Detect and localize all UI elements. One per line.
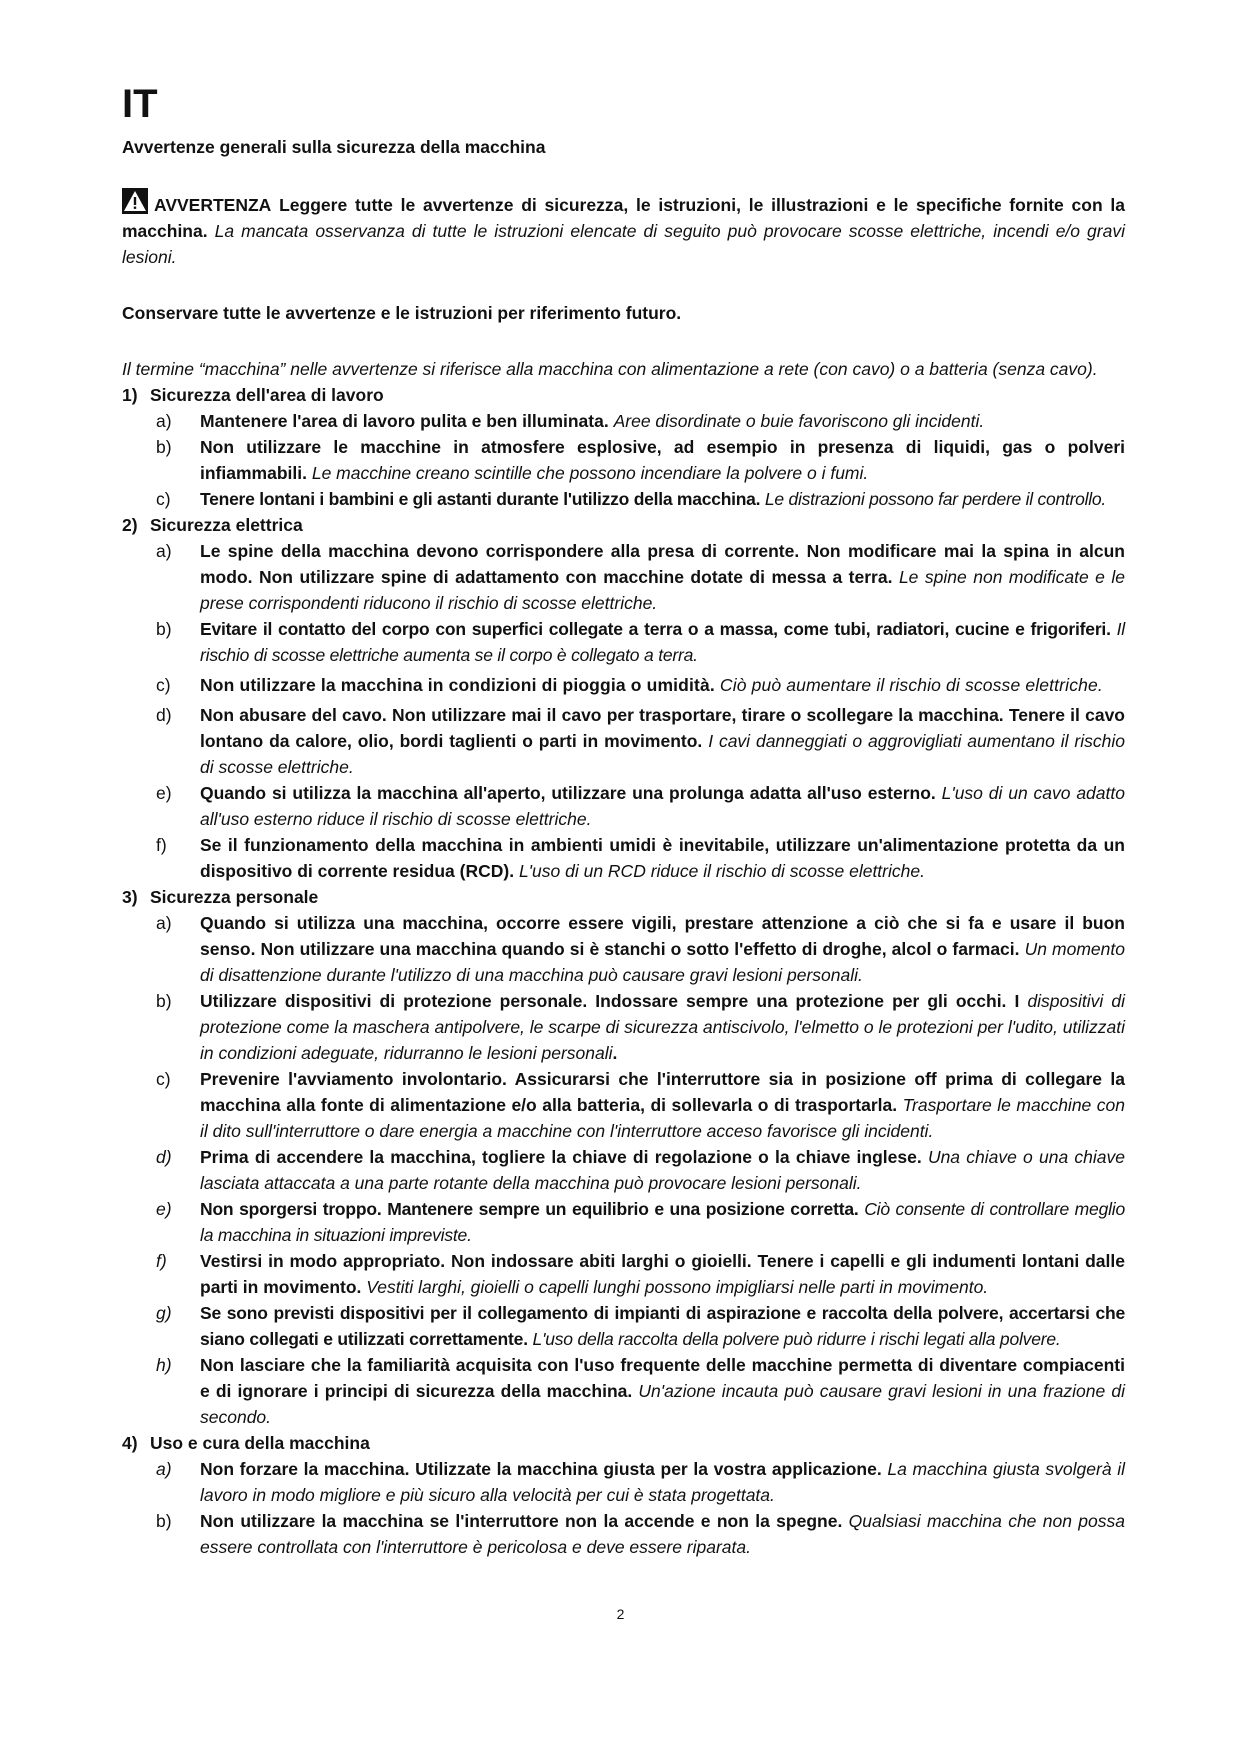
item-label: c) (156, 1069, 171, 1089)
warning-italic-text: La mancata osservanza di tutte le istruzioni elencate di seguito può provocare scosse elettriche, incendi e/o gravi lesioni. (122, 221, 1125, 267)
list-item (122, 434, 1125, 486)
section-heading (122, 382, 1125, 408)
item-label: g) (156, 1303, 172, 1323)
item-label: a) (156, 913, 172, 933)
item-bold-text: Mantenere l'area di lavoro pulita e ben illuminata. (200, 411, 609, 431)
page-number: 2 (616, 1606, 625, 1622)
list-item (122, 1352, 1125, 1430)
section-number: 2) (122, 515, 138, 535)
item-bold-text: Utilizzare dispositivi di protezione personale. Indossare sempre una protezione per gli occhi. I (200, 991, 1020, 1011)
item-label: b) (156, 991, 172, 1011)
item-label: h) (156, 1355, 172, 1375)
section-heading (122, 884, 1125, 910)
item-bold-text: Non lasciare che la familiarità acquisita con l'uso frequente delle macchine permetta di diventare compiacenti e di ignorare i principi di sicurezza della macchina. (200, 1355, 1125, 1401)
list-item (122, 408, 1125, 434)
list-item (122, 1456, 1125, 1508)
language-code: IT (122, 82, 158, 126)
section-title: Sicurezza personale (150, 887, 319, 907)
item-italic-text: Un momento di disattenzione durante l'utilizzo di una macchina può causare gravi lesioni personali. (200, 939, 1125, 985)
section-title: Sicurezza dell'area di lavoro (150, 385, 384, 405)
item-bold-text: Prevenire l'avviamento involontario. Assicurarsi che l'interruttore sia in posizione off prima di collegare la macchina alla fonte di alimentazione e/o alla batteria, di sollevarla o di trasportarla. (200, 1069, 1125, 1115)
item-italic-text: Ciò può aumentare il rischio di scosse elettriche. (719, 675, 1103, 695)
item-italic-text: Le distrazioni possono far perdere il controllo. (764, 489, 1107, 509)
item-bold-text: Prima di accendere la macchina, togliere la chiave di regolazione o la chiave inglese. (200, 1147, 922, 1167)
item-label: d) (156, 705, 172, 725)
item-bold-text: Non utilizzare la macchina in condizioni di pioggia o umidità. (200, 675, 715, 695)
list-item (122, 910, 1125, 988)
section-heading (122, 512, 1125, 538)
warning-triangle-icon (122, 188, 148, 214)
item-italic-text: Ciò consente di controllare meglio la macchina in situazioni impreviste. (200, 1199, 1126, 1245)
list-item (122, 538, 1125, 616)
list-item (122, 1196, 1125, 1248)
item-label: a) (156, 541, 172, 561)
section-number: 3) (122, 887, 138, 907)
item-bold-text: Non forzare la macchina. Utilizzate la macchina giusta per la vostra applicazione. (200, 1459, 882, 1479)
item-italic-text: La macchina giusta svolgerà il lavoro in modo migliore e più sicuro alla velocità per cui è stata progettata. (200, 1459, 1125, 1505)
item-label: c) (156, 675, 171, 695)
item-italic-text: dispositivi di protezione come la maschera antipolvere, le scarpe di sicurezza antiscivolo, l'elmetto o le protezioni per l'udito, utilizzati in condizioni adeguate, ridurranno le lesioni personali (200, 991, 1125, 1063)
term-note: Il termine “macchina” nelle avvertenze si riferisce alla macchina con alimentazione a rete (con cavo) o a batteria (senza cavo). (122, 359, 1098, 379)
list-item (122, 1248, 1125, 1300)
section-number: 1) (122, 385, 138, 405)
warning-paragraph (122, 188, 1125, 270)
item-italic-text: Il rischio di scosse elettriche aumenta se il corpo è collegato a terra. (200, 619, 1125, 665)
item-tail-text: . (612, 1043, 618, 1063)
item-bold-text: Non utilizzare la macchina se l'interruttore non la accende e non la spegne. (200, 1511, 843, 1531)
item-label: f) (156, 835, 167, 855)
item-bold-text: Non utilizzare le macchine in atmosfere esplosive, ad esempio in presenza di liquidi, gas o polveri infiammabili. (200, 437, 1125, 483)
item-italic-text: Le spine non modificate e le prese corrispondenti riducono il rischio di scosse elettriche. (200, 567, 1126, 613)
item-label: e) (156, 783, 172, 803)
item-label: b) (156, 619, 172, 639)
item-label: e) (156, 1199, 172, 1219)
section-number: 4) (122, 1433, 138, 1453)
item-label: b) (156, 437, 172, 457)
item-label: a) (156, 1459, 172, 1479)
list-item (122, 1300, 1125, 1352)
item-italic-text: Una chiave o una chiave lasciata attaccata a una parte rotante della macchina può provocare lesioni personali. (200, 1147, 1125, 1193)
item-label: c) (156, 489, 171, 509)
item-bold-text: Se il funzionamento della macchina in ambienti umidi è inevitabile, utilizzare un'alimentazione protetta da un dispositivo di corrente residua (RCD). (200, 835, 1125, 881)
list-item (122, 988, 1125, 1066)
item-label: f) (156, 1251, 167, 1271)
item-italic-text: L'uso di un cavo adatto all'uso esterno riduce il rischio di scosse elettriche. (200, 783, 1125, 829)
item-italic-text: Un'azione incauta può causare gravi lesioni in una frazione di secondo. (200, 1381, 1125, 1427)
list-item (122, 702, 1125, 780)
item-bold-text: Non sporgersi troppo. Mantenere sempre un equilibrio e una posizione corretta. (200, 1199, 859, 1219)
list-item (122, 1144, 1125, 1196)
item-label: b) (156, 1511, 172, 1531)
list-item (122, 672, 1125, 698)
item-italic-text: Aree disordinate o buie favoriscono gli incidenti. (613, 411, 985, 431)
warning-label: AVVERTENZA (154, 195, 272, 215)
item-italic-text: L'uso della raccolta della polvere può ridurre i rischi legati alla polvere. (532, 1329, 1061, 1349)
item-bold-text: Le spine della macchina devono corrispondere alla presa di corrente. Non modificare mai la spina in alcun modo. Non utilizzare spine di adattamento con macchine dotate di messa a terra. (200, 541, 1125, 587)
item-bold-text: Vestirsi in modo appropriato. Non indossare abiti larghi o gioielli. Tenere i capelli e gli indumenti lontani dalle parti in movimento. (200, 1251, 1125, 1297)
warning-bold-text: Leggere tutte le avvertenze di sicurezza, le istruzioni, le illustrazioni e le specifiche fornite con la macchina. (122, 195, 1125, 241)
item-italic-text: Qualsiasi macchina che non possa essere controllata con l'interruttore è pericolosa e deve essere riparata. (200, 1511, 1125, 1557)
item-italic-text: L'uso di un RCD riduce il rischio di scosse elettriche. (518, 861, 925, 881)
page-content (122, 82, 1125, 1560)
item-label: a) (156, 411, 172, 431)
item-label: d) (156, 1147, 172, 1167)
item-bold-text: Evitare il contatto del corpo con superfici collegate a terra o a massa, come tubi, radiatori, cucine e frigoriferi. (200, 619, 1111, 639)
section-title: Uso e cura della macchina (150, 1433, 370, 1453)
item-bold-text: Non abusare del cavo. Non utilizzare mai il cavo per trasportare, tirare o scollegare la macchina. Tenere il cavo lontano da calore, olio, bordi taglienti o parti in movimento. (200, 705, 1125, 751)
item-bold-text: Quando si utilizza la macchina all'aperto, utilizzare una prolunga adatta all'uso esterno. (200, 783, 936, 803)
list-item (122, 616, 1125, 668)
section-title: Sicurezza elettrica (150, 515, 303, 535)
item-bold-text: Quando si utilizza una macchina, occorre essere vigili, prestare attenzione a ciò che si fa e usare il buon senso. Non utilizzare una macchina quando si è stanchi o sotto l'effetto di droghe, alcol o farmaci. (200, 913, 1125, 959)
item-bold-text: Tenere lontani i bambini e gli astanti durante l'utilizzo della macchina. (200, 489, 761, 509)
item-italic-text: Vestiti larghi, gioielli o capelli lunghi possono impigliarsi nelle parti in movimento. (366, 1277, 989, 1297)
keep-instructions: Conservare tutte le avvertenze e le istruzioni per riferimento futuro. (122, 303, 682, 323)
item-italic-text: Trasportare le macchine con il dito sull'interruttore o dare energia a macchine con l'interruttore acceso favorisce gli incidenti. (200, 1095, 1125, 1141)
section-heading (122, 1430, 1125, 1456)
item-italic-text: I cavi danneggiati o aggrovigliati aumentano il rischio di scosse elettriche. (200, 731, 1125, 777)
list-item (122, 832, 1125, 884)
list-item (122, 1508, 1125, 1560)
page-subtitle: Avvertenze generali sulla sicurezza della macchina (122, 137, 546, 157)
item-italic-text: Le macchine creano scintille che possono incendiare la polvere o i fumi. (311, 463, 869, 483)
list-item (122, 486, 1125, 512)
item-bold-text: Se sono previsti dispositivi per il collegamento di impianti di aspirazione e raccolta della polvere, accertarsi che siano collegati e utilizzati correttamente. (200, 1303, 1125, 1349)
list-item (122, 1066, 1125, 1144)
list-item (122, 780, 1125, 832)
